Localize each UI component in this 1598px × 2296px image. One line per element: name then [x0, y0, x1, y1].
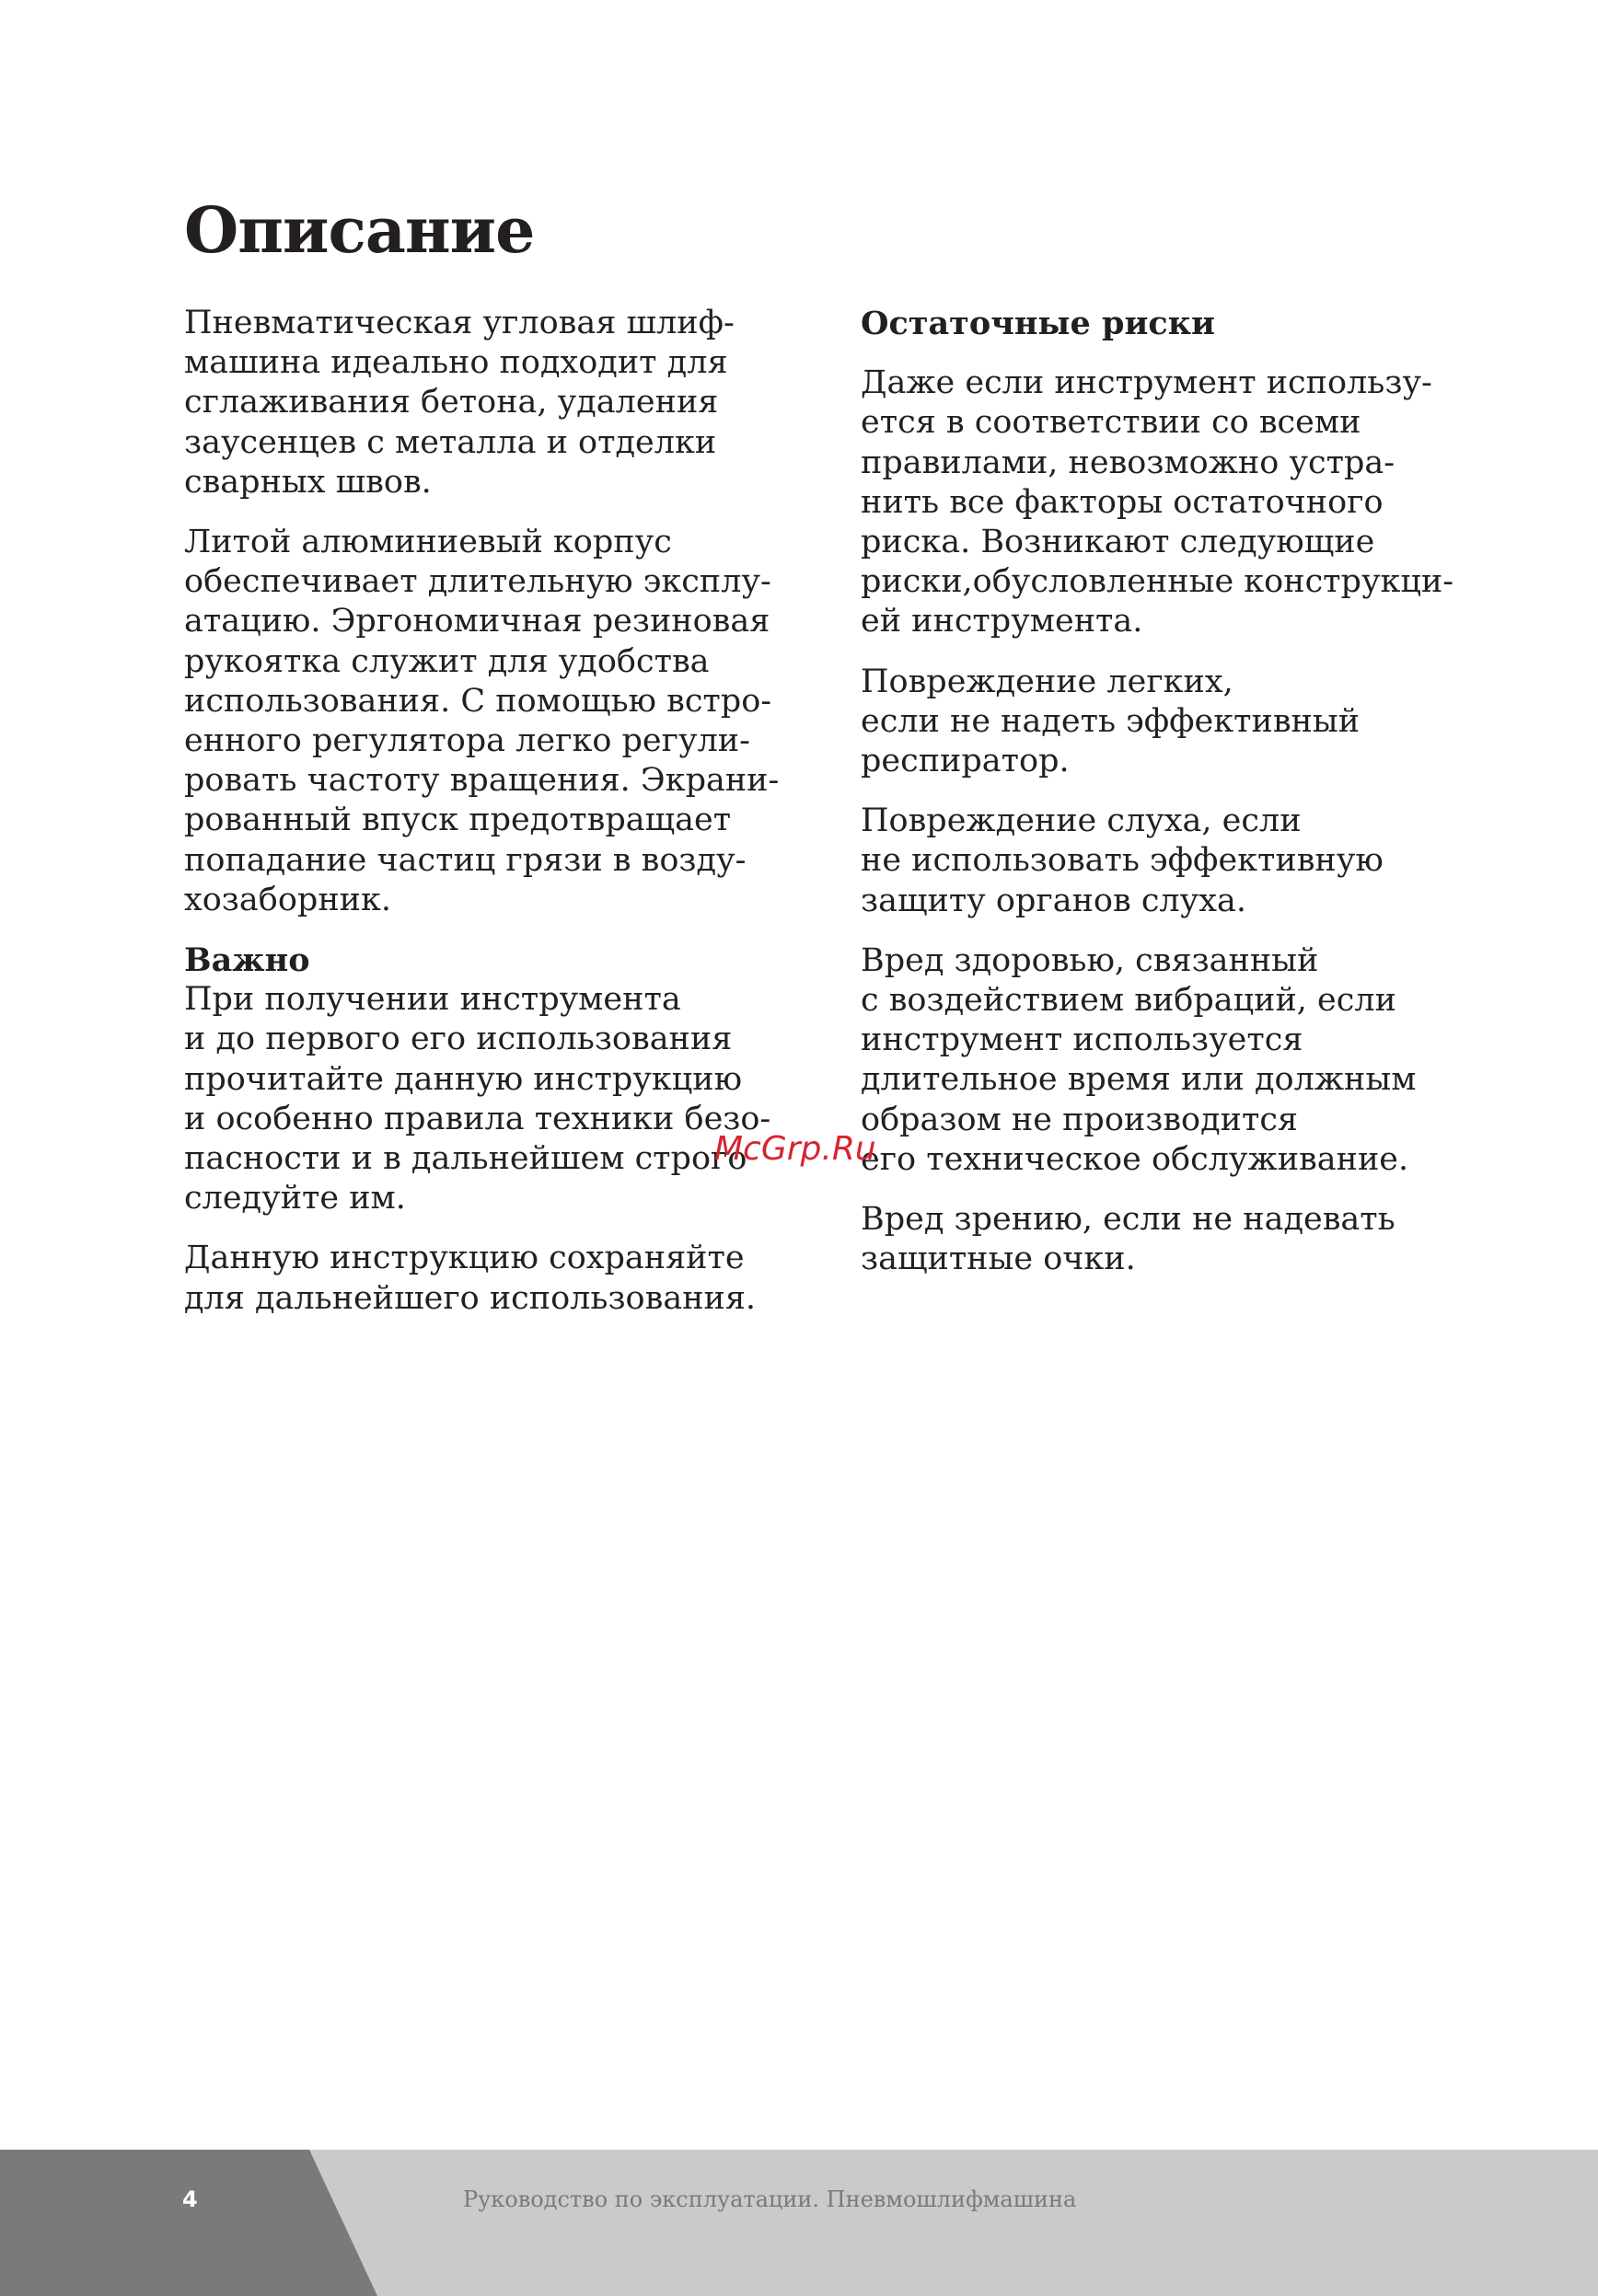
text-line: сварных швов.: [184, 463, 432, 501]
text-line: инструмент используется: [861, 1021, 1303, 1059]
text-line: ровать частоту вращения. Экрани-: [184, 762, 780, 800]
text-line: Вред здоровью, связанный: [861, 941, 1319, 979]
text-line: использования. С помощью встро-: [184, 682, 772, 720]
footer-document-title: Руководство по эксплуатации. Пневмошлифмашина: [463, 2186, 1077, 2212]
risk-lungs-paragraph: [861, 663, 1487, 782]
text-line: заусенцев с металла и отделки: [184, 423, 717, 461]
text-line: обеспечивает длительную эксплу-: [184, 563, 771, 601]
text-line: Повреждение слуха, если: [861, 802, 1302, 840]
text-line: и до первого его использования: [184, 1021, 733, 1058]
text-line: нить все факторы остаточного: [861, 483, 1384, 521]
important-paragraph: [184, 940, 792, 1218]
text-line: Литой алюминиевый корпус: [184, 524, 672, 561]
text-line: его техническое обслуживание.: [861, 1140, 1409, 1178]
risk-hearing-paragraph: [861, 802, 1487, 921]
keep-paragraph: [184, 1239, 792, 1318]
footer-page-tab: [0, 2150, 377, 2296]
text-line: защитные очки.: [861, 1240, 1136, 1278]
text-line: При получении инструмента: [184, 981, 681, 1019]
watermark: McGrp.Ru: [714, 1130, 876, 1168]
text-line: Данную инструкцию сохраняйте: [184, 1240, 745, 1277]
risk-eyes-paragraph: [861, 1200, 1487, 1279]
risk-vibration-paragraph: [861, 941, 1487, 1180]
page-title: Описание: [184, 194, 535, 268]
right-column: [861, 304, 1487, 1299]
left-column: [184, 304, 792, 1339]
text-line: Даже если инструмент использу-: [861, 364, 1432, 402]
text-line: длительное время или должным: [861, 1061, 1417, 1099]
page-number: 4: [182, 2186, 198, 2212]
text-line: ей инструмента.: [861, 603, 1143, 640]
text-line: Вред зрению, если не надевать: [861, 1201, 1395, 1239]
text-line: атацию. Эргономичная резиновая: [184, 603, 770, 640]
text-line: сглаживания бетона, удаления: [184, 384, 719, 421]
text-line: следуйте им.: [184, 1180, 406, 1217]
text-line: прочитайте данную инструкцию: [184, 1060, 743, 1098]
text-line: образом не производится: [861, 1101, 1299, 1138]
text-line: попадание частиц грязи в возду-: [184, 841, 747, 879]
text-line: рукоятка служит для удобства: [184, 642, 710, 680]
text-line: риска. Возникают следующие: [861, 524, 1375, 561]
text-line: пасности и в дальнейшем строго: [184, 1140, 747, 1178]
text-line: риски,обусловленные конструкци-: [861, 563, 1454, 601]
text-line: ется в соответствии со всеми: [861, 404, 1361, 442]
text-line: если не надеть эффективный: [861, 702, 1361, 740]
text-line: рованный впуск предотвращает: [184, 802, 732, 839]
text-line: Повреждение легких,: [861, 663, 1233, 700]
text-line: и особенно правила техники безо-: [184, 1100, 771, 1137]
text-line: для дальнейшего использования.: [184, 1279, 757, 1317]
important-heading: Важно: [184, 941, 310, 980]
text-line: защиту органов слуха.: [861, 882, 1246, 919]
text-line: машина идеально подходит для: [184, 344, 728, 382]
residual-risks-heading: Остаточные риски: [861, 305, 1215, 342]
residual-intro-paragraph: [861, 363, 1487, 641]
body-paragraph: [184, 523, 792, 920]
text-line: Пневматическая угловая шлиф-: [184, 305, 735, 341]
intro-paragraph: [184, 304, 792, 502]
footer-bar: [0, 2150, 1598, 2296]
residual-risks-heading-block: [861, 304, 1487, 343]
text-line: не использовать эффективную: [861, 842, 1384, 880]
text-line: респиратор.: [861, 743, 1070, 780]
text-line: хозаборник.: [184, 881, 391, 918]
text-line: енного регулятора легко регули-: [184, 722, 750, 760]
text-line: правилами, невозможно устра-: [861, 444, 1395, 481]
text-line: с воздействием вибраций, если: [861, 982, 1396, 1020]
